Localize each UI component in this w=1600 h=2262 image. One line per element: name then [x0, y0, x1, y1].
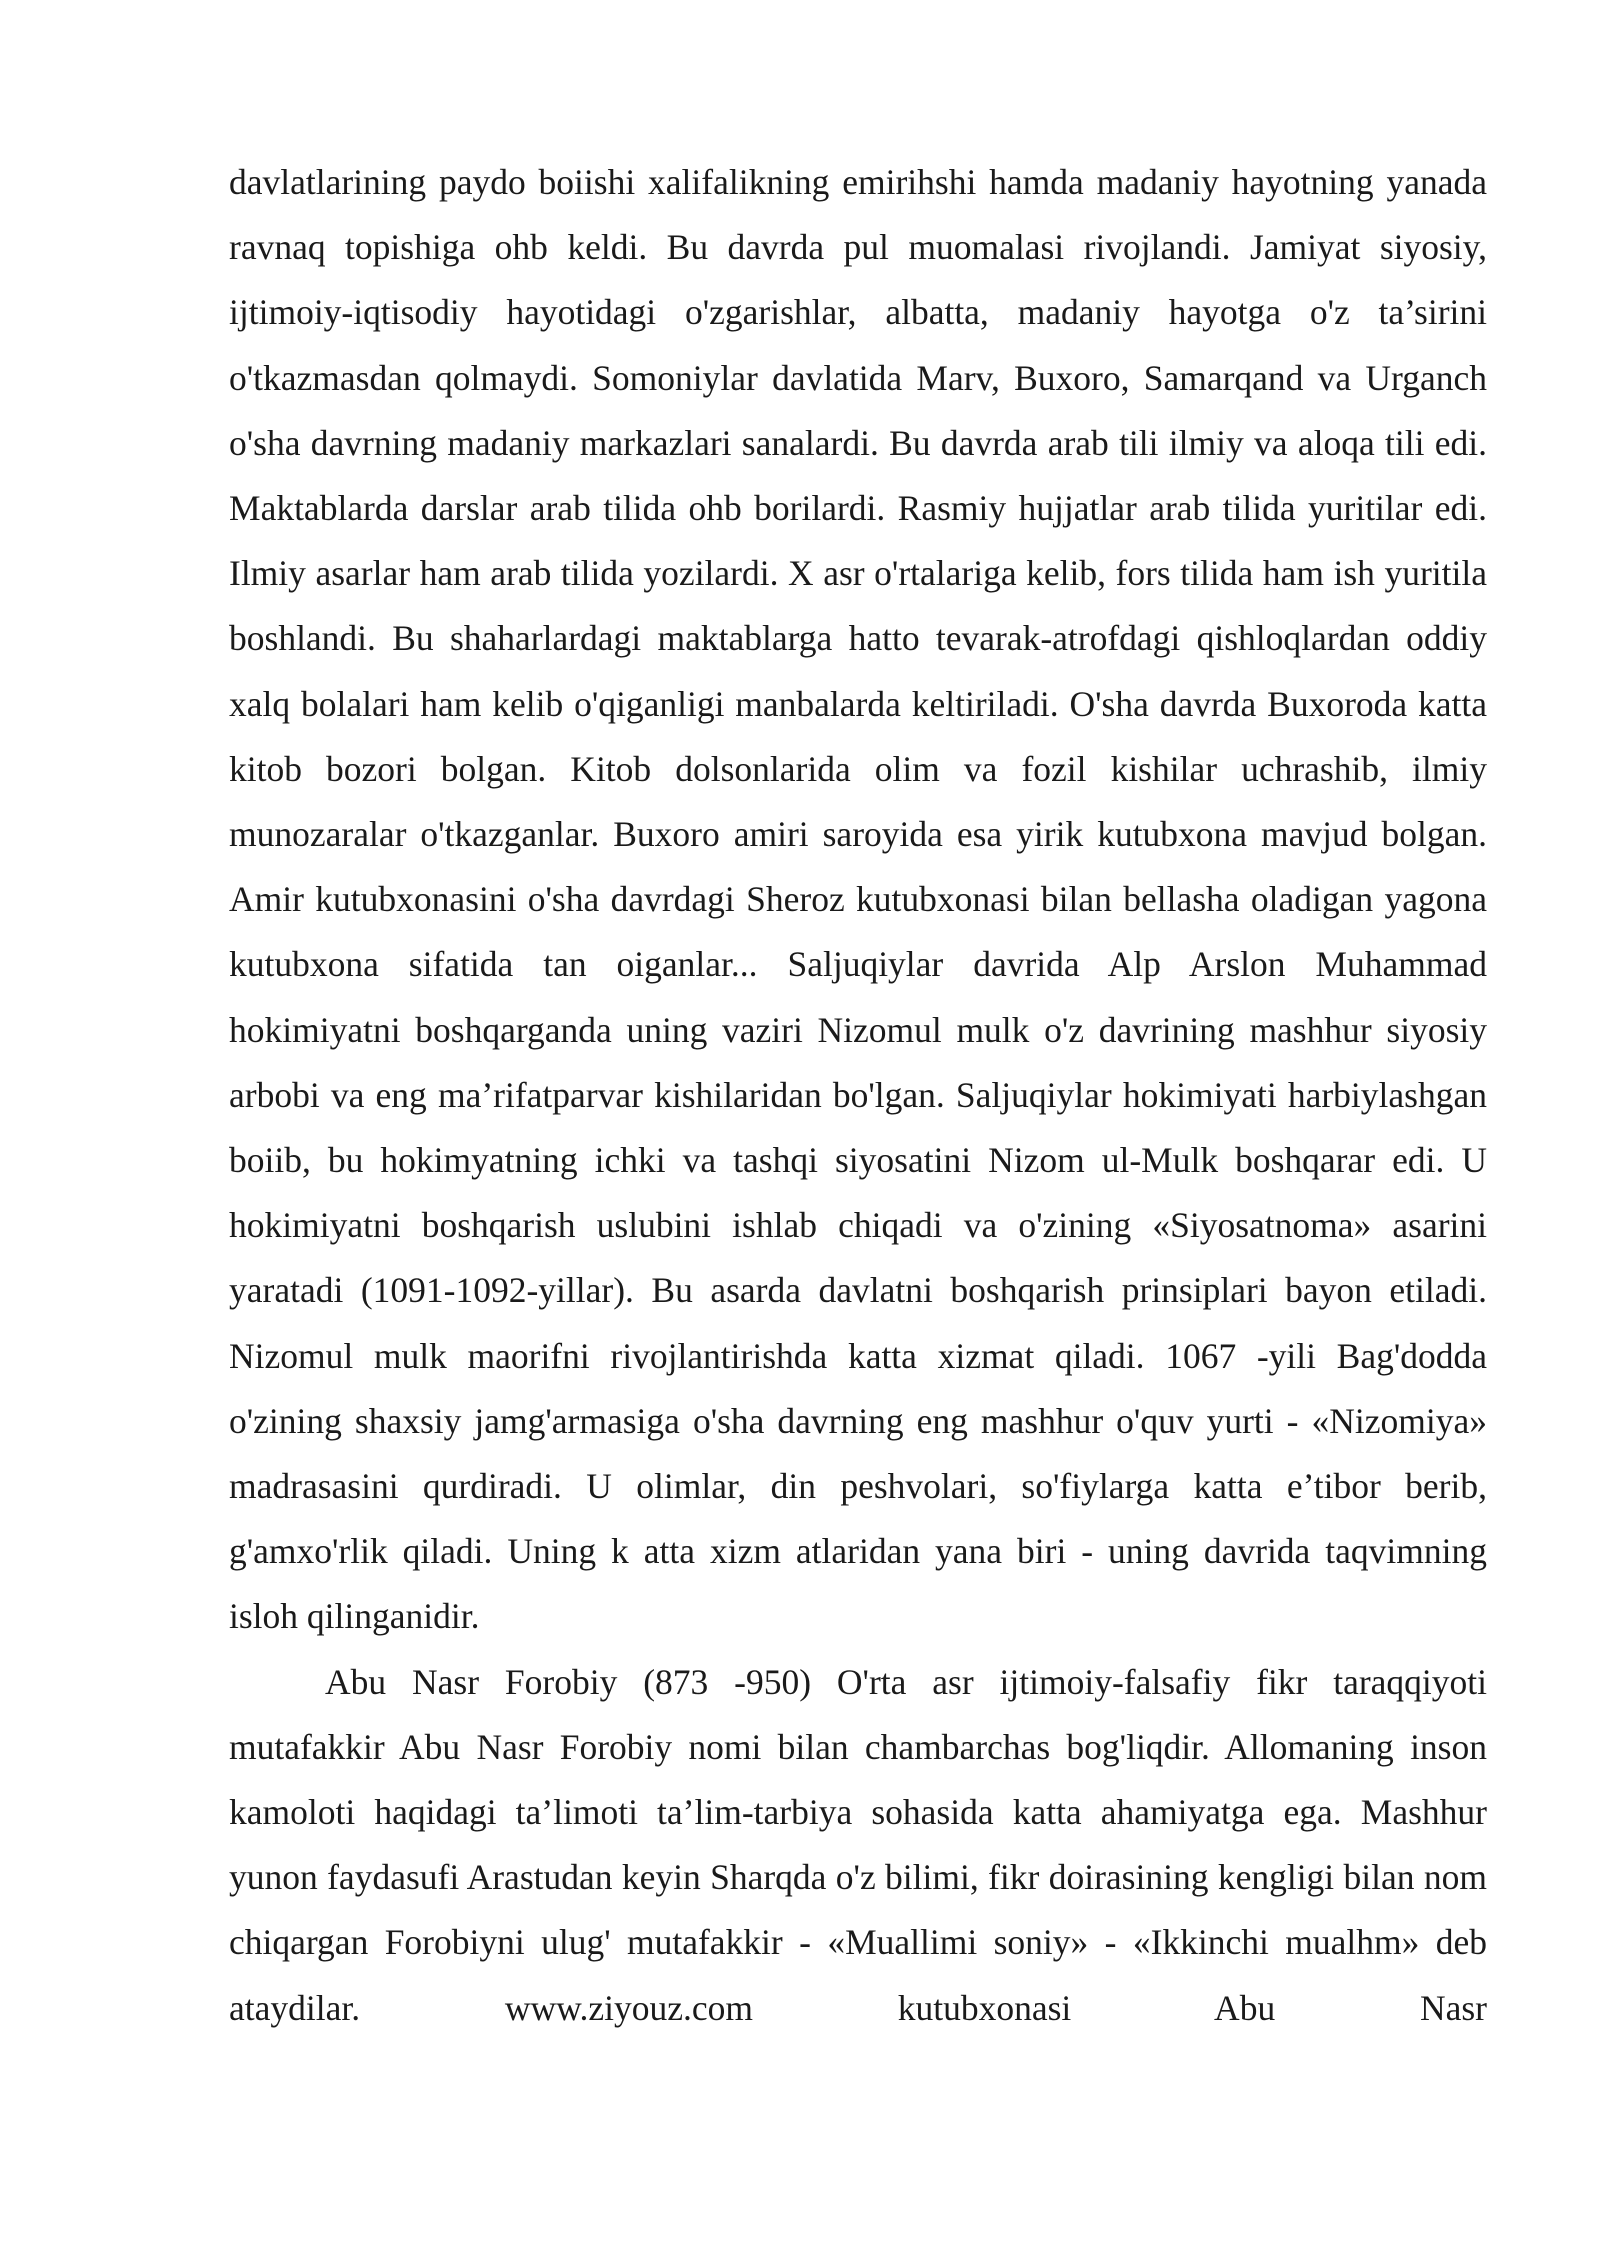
paragraph-somoniylar-saljuqiylar: davlatlarining paydo boiishi xalifalikning emirihshi hamda madaniy hayotning yanada ravnaq topishiga ohb keldi. Bu davrda pul muomalasi rivojlandi. Jamiyat siyosiy, ijtimoiy-iqtisodiy hayotidagi o'zgarishlar, albatta, madaniy hayotga o'z ta’sirini o'tkazmasdan qolmaydi. Somoniylar davlatida Marv, Buxoro, Samarqand va Urganch o'sha davrning madaniy markazlari sanalardi. Bu davrda arab tili ilmiy va aloqa tili edi. Maktablarda darslar arab tilida ohb borilardi. Rasmiy hujjatlar arab tilida yuritilar edi. Ilmiy asarlar ham arab tilida yozilardi. X asr o'rtalariga kelib, fors tilida ham ish yuritila boshlandi. Bu shaharlardagi maktablarga hatto tevarak-atrofdagi qishloqlardan oddiy xalq bolalari ham kelib o'qiganligi manbalarda keltiriladi. O'sha davrda Buxoroda katta kitob bozori bolgan. Kitob dolsonlarida olim va fozil kishilar uchrashib, ilmiy munozaralar o'tkazganlar. Buxoro amiri saroyida esa yirik kutubxona mavjud bolgan. Amir kutubxonasini o'sha davrdagi Sheroz kutubxonasi bilan bellasha oladigan yagona kutubxona sifatida tan oiganlar... Saljuqiylar davrida Alp Arslon Muhammad hokimiyatni boshqarganda uning vaziri Nizomul mulk o'z davrining mashhur siyosiy arbobi va eng ma’rifatparvar kishilaridan bo'lgan. Saljuqiylar hokimiyati harbiylashgan boiib, bu hokimyatning ichki va tashqi siyosatini Nizom ul-Mulk boshqarar edi. U hokimiyatni boshqarish uslubini ishlab chiqadi va o'zining «Siyosatnoma» asarini yaratadi (1091-1092-yillar). Bu asarda davlatni boshqarish prinsiplari bayon etiladi. Nizomul mulk maorifni rivojlantirishda katta xizmat qiladi. 1067 -yili Bag'dodda o'zining shaxsiy jamg'armasiga o'sha davrning eng mashhur o'quv yurti - «Nizomiya» madrasasini qurdiradi. U olimlar, din peshvolari, so'fiylarga katta e’tibor berib, g'amxo'rlik qiladi. Uning k atta xizm atlaridan yana biri - uning davrida taqvimning isloh qilinganidir.: [229, 162, 1487, 1637]
paragraph-abu-nasr-forobiy: Abu Nasr Forobiy (873 -950) O'rta asr ijtimoiy-falsafiy fikr taraqqiyoti mutafakkir Abu Nasr Forobiy nomi bilan chambarchas bog'liqdir. Allomaning inson kamoloti haqidagi ta’limoti ta’lim-tarbiya sohasida katta ahamiyatga ega. Mashhur yunon faydasufi Arastudan keyin Sharqda o'z bilimi, fikr doirasining kengligi bilan nom chiqargan Forobiyni ulug' mutafakkir - «Muallimi soniy» - «Ikkinchi mualhm» deb ataydilar. www.ziyouz.com kutubxonasi Abu Nasr: [229, 1661, 1487, 2028]
document-body: [229, 150, 1487, 2041]
